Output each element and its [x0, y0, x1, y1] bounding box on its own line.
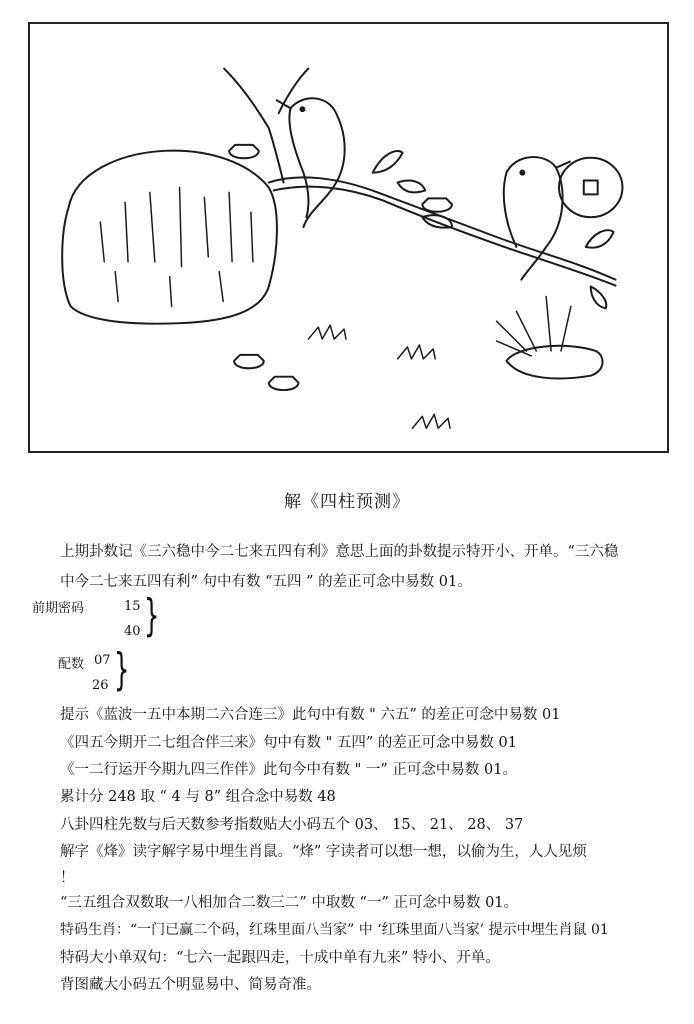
text-line-6: 累计分 248 取 “ 4 与 8” 组合念中易数 48	[60, 789, 336, 805]
text-line-2: 中今二七来五四有利” 句中有数 “五四 ” 的差正可念中易数 01。	[60, 574, 472, 590]
text-line-7: 八卦四柱先数与后天数参考指数贴大小码五个 03、 15、 21、 28、 37	[60, 817, 524, 833]
bird-branch-illustration	[30, 24, 667, 451]
text-line-12: 特码大小单双句：“七六一起跟四走，十成中单有九来” 特小、开单。	[60, 950, 500, 966]
text-line-10: “三五组合双数取一八相加合二数三二” 中取数 “一” 正可念中易数 01。	[60, 895, 519, 911]
text-line-9: ！	[60, 870, 75, 886]
prev-code-brace: }	[144, 590, 160, 641]
pair-brace: }	[114, 644, 130, 695]
text-line-13: 背图藏大小码五个明显易中、简易奇准。	[60, 977, 321, 993]
pair-number-1: 07	[94, 653, 111, 668]
text-line-1: 上期卦数记《三六稳中今二七来五四有利》意思上面的卦数提示特开小、开单。“三六稳	[60, 544, 619, 560]
page-title: 解《四柱预测》	[284, 492, 410, 512]
pair-number-2: 26	[92, 678, 109, 693]
text-line-3: 提示《蓝波一五中本期二六合连三》此句中有数 " 六五” 的差正可念中易数 01	[60, 707, 561, 723]
text-line-5: 《一二行运开今期九四三作伴》此句今中有数 " 一” 正可念中易数 01。	[60, 762, 517, 778]
prev-code-number-1: 15	[124, 599, 141, 614]
text-line-8: 解字《烽》读字解字易中埋生肖鼠。“烽” 字读者可以想一想，以偷为生，人人见烦	[60, 844, 587, 860]
prev-code-label: 前期密码	[32, 601, 85, 616]
pair-label: 配数	[58, 657, 85, 672]
illustration-frame	[28, 22, 669, 453]
text-line-4: 《四五今期开二七组合伴三来》句中有数 " 五四” 的差正可念中易数 01	[60, 735, 517, 751]
text-line-11: 特码生肖：“一门已赢二个码，红珠里面八当家” 中 ‘红珠里面八当家’ 提示中埋生肖鼠 01	[60, 922, 609, 938]
prev-code-number-2: 40	[124, 624, 141, 639]
